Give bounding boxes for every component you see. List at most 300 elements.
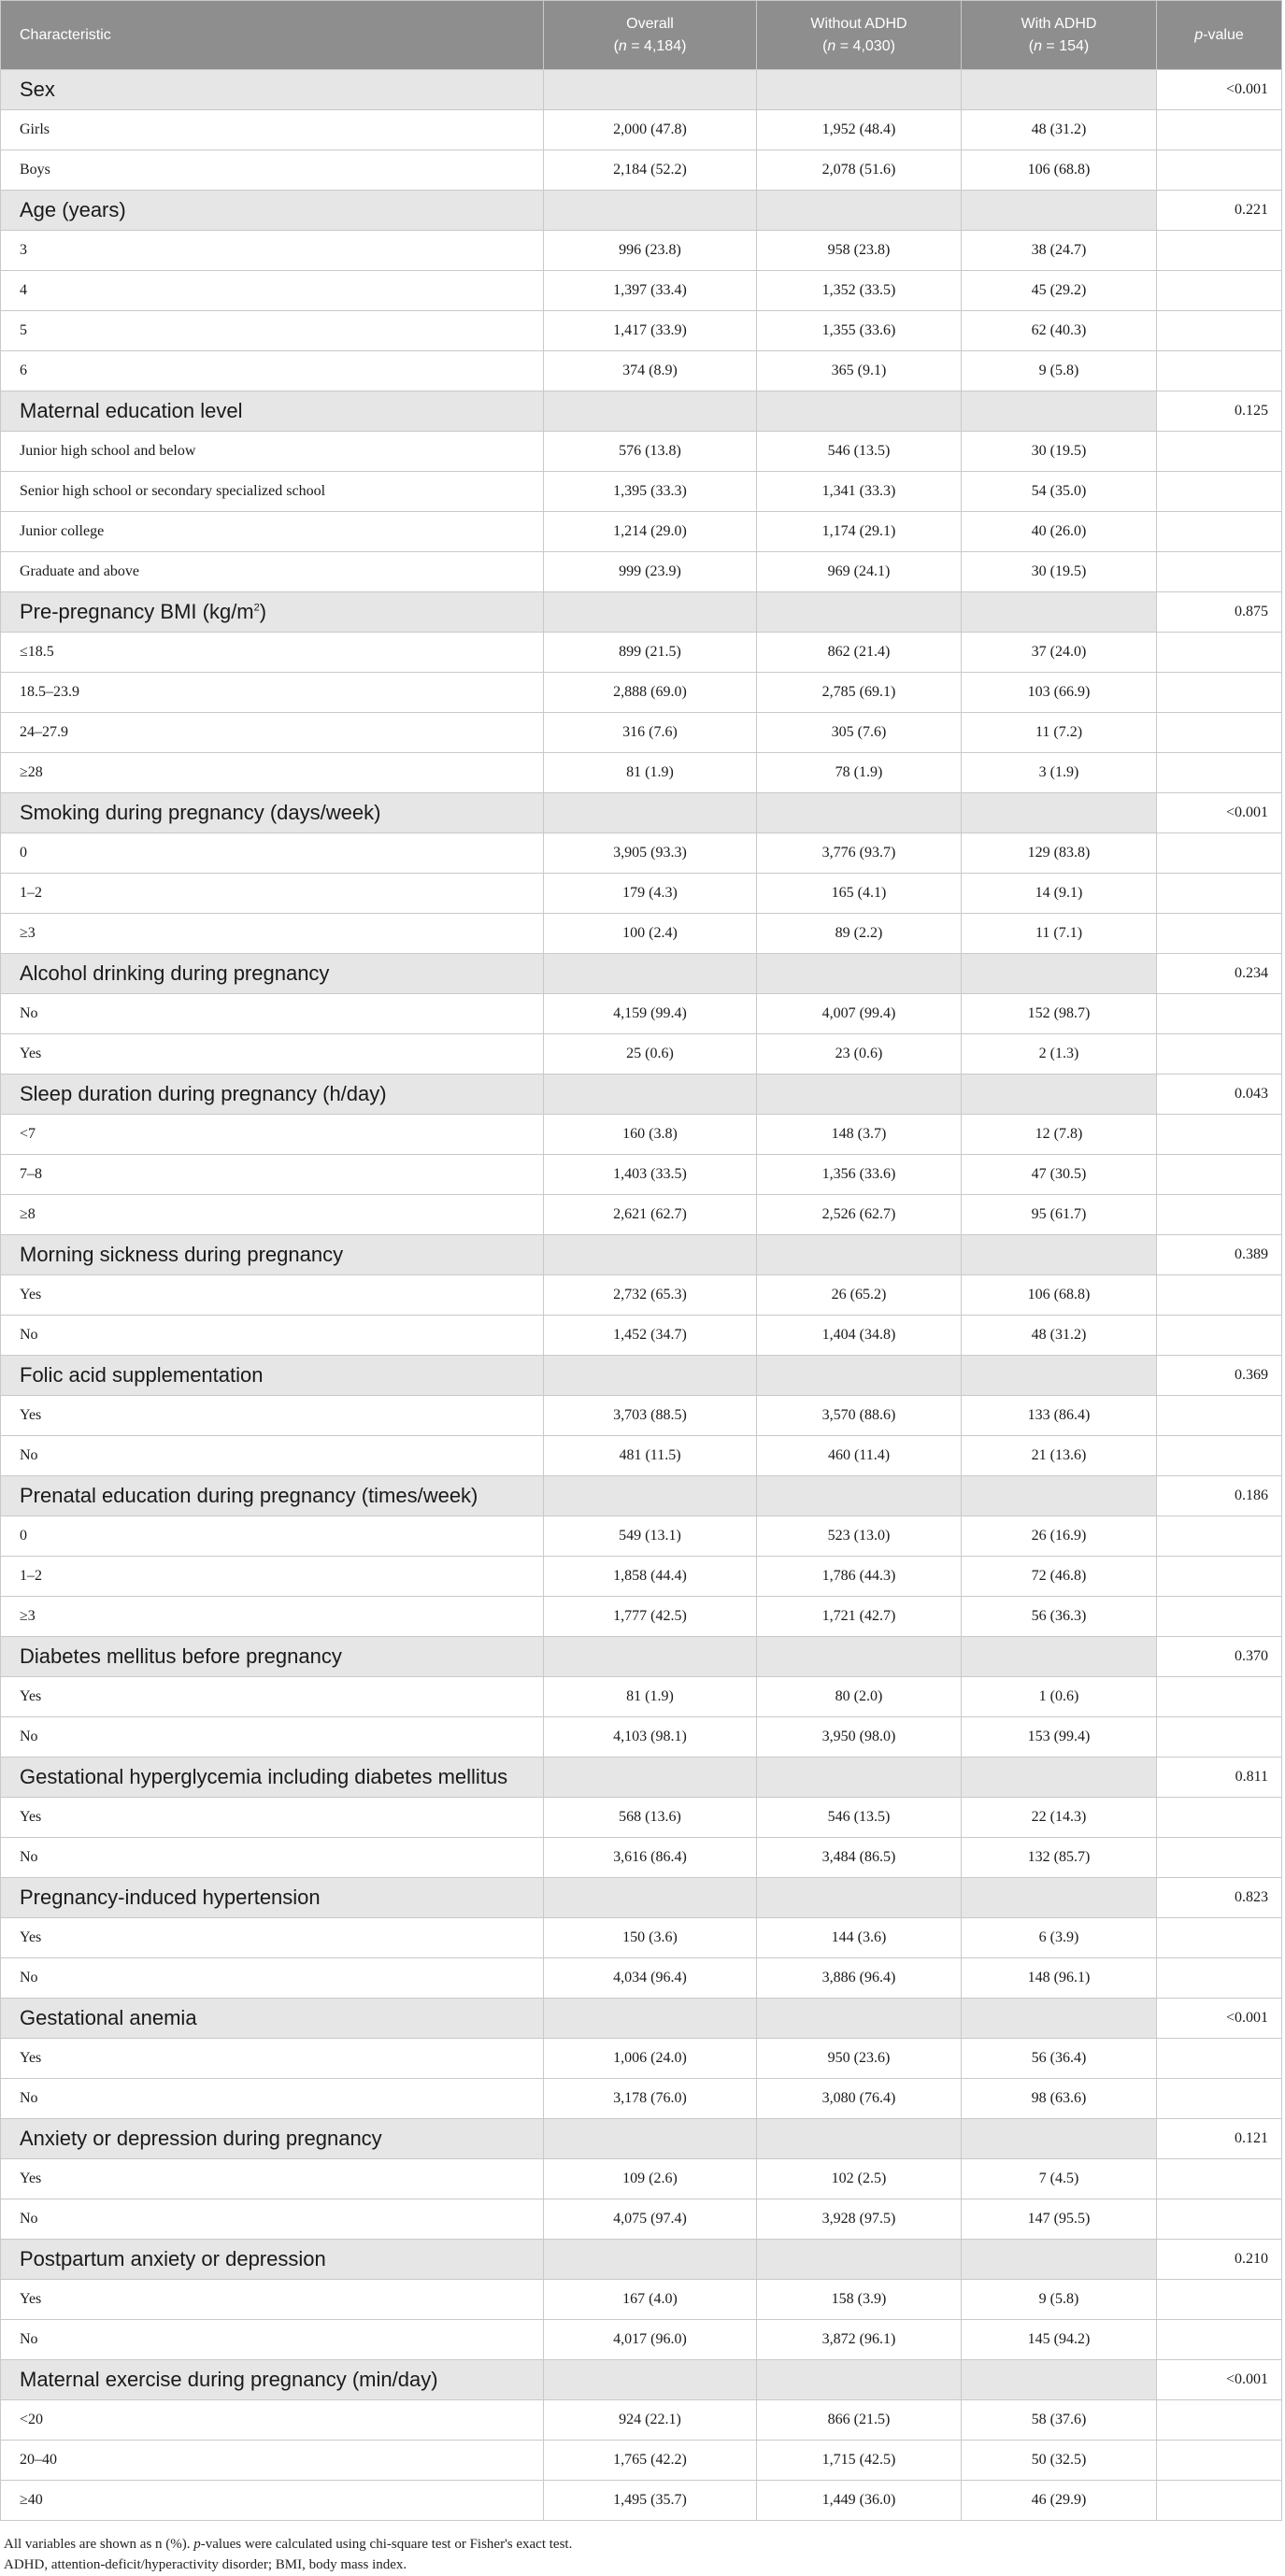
row-label: 0 xyxy=(1,1516,544,1557)
row-label: ≤18.5 xyxy=(1,633,544,673)
p-value: <0.001 xyxy=(1157,793,1282,833)
without-adhd-value: 3,776 (93.7) xyxy=(757,833,962,874)
p-value-empty xyxy=(1157,1316,1282,1356)
overall-value: 996 (23.8) xyxy=(544,231,757,271)
without-adhd-value: 158 (3.9) xyxy=(757,2280,962,2320)
table-row xyxy=(1,914,1282,954)
p-value-empty xyxy=(1157,1838,1282,1878)
group-label-text: Pre-pregnancy BMI (kg/m xyxy=(20,600,254,623)
row-label: No xyxy=(1,1958,544,1999)
row-label: ≥28 xyxy=(1,753,544,793)
overall-value: 568 (13.6) xyxy=(544,1798,757,1838)
group-label xyxy=(1,954,544,994)
p-value-empty xyxy=(1157,271,1282,311)
group-label-text: Pregnancy-induced hypertension xyxy=(20,1886,321,1909)
with-adhd-value: 95 (61.7) xyxy=(962,1195,1157,1235)
overall-value: 81 (1.9) xyxy=(544,1677,757,1717)
with-adhd-value: 30 (19.5) xyxy=(962,552,1157,592)
overall-value: 1,765 (42.2) xyxy=(544,2441,757,2481)
row-label: Senior high school or secondary specialized school xyxy=(1,472,544,512)
row-label: No xyxy=(1,1838,544,1878)
group-label xyxy=(1,592,544,633)
row-label: 20–40 xyxy=(1,2441,544,2481)
with-adhd-value: 133 (86.4) xyxy=(962,1396,1157,1436)
group-empty-cell xyxy=(757,1075,962,1115)
p-value-empty xyxy=(1157,1034,1282,1075)
group-empty-cell xyxy=(962,1476,1157,1516)
group-empty-cell xyxy=(544,1758,757,1798)
p-value-empty xyxy=(1157,2400,1282,2441)
header-eq: = xyxy=(835,37,853,54)
header-overall: Overall (n = 4,184) xyxy=(544,1,757,70)
group-empty-cell xyxy=(757,1758,962,1798)
p-value-empty xyxy=(1157,1597,1282,1637)
without-adhd-value: 148 (3.7) xyxy=(757,1115,962,1155)
p-value: 0.221 xyxy=(1157,191,1282,231)
group-label-text: Maternal exercise during pregnancy (min/day) xyxy=(20,2368,438,2391)
p-value: 0.823 xyxy=(1157,1878,1282,1918)
group-empty-cell xyxy=(962,793,1157,833)
overall-value: 374 (8.9) xyxy=(544,351,757,391)
header-without-title: Without ADHD xyxy=(810,15,907,32)
group-label xyxy=(1,1999,544,2039)
with-adhd-value: 58 (37.6) xyxy=(962,2400,1157,2441)
overall-value: 999 (23.9) xyxy=(544,552,757,592)
table-row xyxy=(1,552,1282,592)
without-adhd-value: 2,785 (69.1) xyxy=(757,673,962,713)
row-label: No xyxy=(1,2320,544,2360)
table-row xyxy=(1,231,1282,271)
table-row xyxy=(1,1838,1282,1878)
row-label: No xyxy=(1,1436,544,1476)
p-value: 0.875 xyxy=(1157,592,1282,633)
group-row-smoke xyxy=(1,793,1282,833)
without-adhd-value: 144 (3.6) xyxy=(757,1918,962,1958)
row-label: 1–2 xyxy=(1,1557,544,1597)
group-row-age xyxy=(1,191,1282,231)
p-value-empty xyxy=(1157,874,1282,914)
p-value-empty xyxy=(1157,2199,1282,2240)
table-row xyxy=(1,1918,1282,1958)
group-row-diabetes xyxy=(1,1637,1282,1677)
table-row xyxy=(1,1115,1282,1155)
p-value-empty xyxy=(1157,2039,1282,2079)
group-label-text: Anxiety or depression during pregnancy xyxy=(20,2127,382,2150)
header-p-value xyxy=(1157,1,1282,70)
group-empty-cell xyxy=(757,592,962,633)
group-empty-cell xyxy=(544,592,757,633)
p-value-empty xyxy=(1157,2159,1282,2199)
group-empty-cell xyxy=(757,1356,962,1396)
with-adhd-value: 1 (0.6) xyxy=(962,1677,1157,1717)
row-label: Boys xyxy=(1,150,544,191)
p-value-empty xyxy=(1157,914,1282,954)
with-adhd-value: 46 (29.9) xyxy=(962,2481,1157,2521)
table-row xyxy=(1,1316,1282,1356)
p-value-empty xyxy=(1157,713,1282,753)
table-row xyxy=(1,1436,1282,1476)
p-value: 0.210 xyxy=(1157,2240,1282,2280)
table-row xyxy=(1,432,1282,472)
without-adhd-value: 3,570 (88.6) xyxy=(757,1396,962,1436)
without-adhd-value: 1,721 (42.7) xyxy=(757,1597,962,1637)
row-label: ≥40 xyxy=(1,2481,544,2521)
p-value: 0.186 xyxy=(1157,1476,1282,1516)
group-label-text: Prenatal education during pregnancy (times/week) xyxy=(20,1484,478,1507)
group-empty-cell xyxy=(544,1637,757,1677)
header-eq: = xyxy=(1041,37,1060,54)
group-empty-cell xyxy=(757,191,962,231)
without-adhd-value: 89 (2.2) xyxy=(757,914,962,954)
table-row xyxy=(1,1597,1282,1637)
with-adhd-value: 132 (85.7) xyxy=(962,1838,1157,1878)
with-adhd-value: 56 (36.4) xyxy=(962,2039,1157,2079)
without-adhd-value: 862 (21.4) xyxy=(757,633,962,673)
table-row xyxy=(1,2079,1282,2119)
without-adhd-value: 1,404 (34.8) xyxy=(757,1316,962,1356)
row-label: Yes xyxy=(1,2159,544,2199)
footnote-line-1 xyxy=(4,2534,572,2555)
group-empty-cell xyxy=(544,1878,757,1918)
table-row xyxy=(1,1034,1282,1075)
overall-value: 1,452 (34.7) xyxy=(544,1316,757,1356)
header-with-n: 154 xyxy=(1059,37,1084,54)
row-label: 6 xyxy=(1,351,544,391)
row-label: 5 xyxy=(1,311,544,351)
group-row-prenatal xyxy=(1,1476,1282,1516)
overall-value: 150 (3.6) xyxy=(544,1918,757,1958)
row-label: 4 xyxy=(1,271,544,311)
group-label xyxy=(1,70,544,110)
table-row xyxy=(1,1155,1282,1195)
header-eq: = xyxy=(626,37,645,54)
p-value-empty xyxy=(1157,2280,1282,2320)
with-adhd-value: 14 (9.1) xyxy=(962,874,1157,914)
table-row xyxy=(1,1275,1282,1316)
header-p-symbol: p xyxy=(1194,26,1204,43)
overall-value: 1,395 (33.3) xyxy=(544,472,757,512)
table-row xyxy=(1,110,1282,150)
row-label: Graduate and above xyxy=(1,552,544,592)
row-label: ≥3 xyxy=(1,1597,544,1637)
with-adhd-value: 6 (3.9) xyxy=(962,1918,1157,1958)
group-label xyxy=(1,793,544,833)
group-label-text: Gestational hyperglycemia including diabetes mellitus xyxy=(20,1765,508,1788)
table-row xyxy=(1,874,1282,914)
group-label xyxy=(1,1235,544,1275)
p-value-empty xyxy=(1157,753,1282,793)
footnote-p-symbol: p xyxy=(193,2537,201,2552)
group-empty-cell xyxy=(757,1235,962,1275)
group-label xyxy=(1,2119,544,2159)
with-adhd-value: 153 (99.4) xyxy=(962,1717,1157,1758)
overall-value: 1,495 (35.7) xyxy=(544,2481,757,2521)
without-adhd-value: 3,484 (86.5) xyxy=(757,1838,962,1878)
without-adhd-value: 1,341 (33.3) xyxy=(757,472,962,512)
overall-value: 899 (21.5) xyxy=(544,633,757,673)
group-empty-cell xyxy=(962,954,1157,994)
group-empty-cell xyxy=(544,2360,757,2400)
with-adhd-value: 11 (7.1) xyxy=(962,914,1157,954)
p-value-empty xyxy=(1157,1918,1282,1958)
group-row-anxiety xyxy=(1,2119,1282,2159)
group-empty-cell xyxy=(962,70,1157,110)
group-label-text: Alcohol drinking during pregnancy xyxy=(20,961,330,985)
table-row xyxy=(1,351,1282,391)
overall-value: 316 (7.6) xyxy=(544,713,757,753)
overall-value: 1,777 (42.5) xyxy=(544,1597,757,1637)
group-row-pih xyxy=(1,1878,1282,1918)
row-label: 1–2 xyxy=(1,874,544,914)
with-adhd-value: 145 (94.2) xyxy=(962,2320,1157,2360)
overall-value: 109 (2.6) xyxy=(544,2159,757,2199)
p-value-empty xyxy=(1157,1557,1282,1597)
group-empty-cell xyxy=(962,1075,1157,1115)
group-row-sex xyxy=(1,70,1282,110)
row-label: <7 xyxy=(1,1115,544,1155)
p-value-empty xyxy=(1157,2481,1282,2521)
p-value: 0.125 xyxy=(1157,391,1282,432)
p-value: <0.001 xyxy=(1157,1999,1282,2039)
group-empty-cell xyxy=(544,1356,757,1396)
with-adhd-value: 62 (40.3) xyxy=(962,311,1157,351)
table-row xyxy=(1,1516,1282,1557)
table-row xyxy=(1,673,1282,713)
overall-value: 2,184 (52.2) xyxy=(544,150,757,191)
group-label xyxy=(1,1476,544,1516)
group-label-text: Sleep duration during pregnancy (h/day) xyxy=(20,1082,387,1105)
header-overall-n: 4,184 xyxy=(644,37,682,54)
table-row xyxy=(1,472,1282,512)
row-label: 24–27.9 xyxy=(1,713,544,753)
table-row xyxy=(1,512,1282,552)
overall-value: 924 (22.1) xyxy=(544,2400,757,2441)
header-with-title: With ADHD xyxy=(1021,15,1097,32)
group-label xyxy=(1,1075,544,1115)
group-empty-cell xyxy=(962,1878,1157,1918)
with-adhd-value: 22 (14.3) xyxy=(962,1798,1157,1838)
row-label: 7–8 xyxy=(1,1155,544,1195)
group-empty-cell xyxy=(962,2119,1157,2159)
row-label: Yes xyxy=(1,1918,544,1958)
p-value-empty xyxy=(1157,1195,1282,1235)
overall-value: 481 (11.5) xyxy=(544,1436,757,1476)
with-adhd-value: 106 (68.8) xyxy=(962,1275,1157,1316)
header-n-symbol: n xyxy=(618,37,627,54)
without-adhd-value: 1,952 (48.4) xyxy=(757,110,962,150)
with-adhd-value: 38 (24.7) xyxy=(962,231,1157,271)
with-adhd-value: 72 (46.8) xyxy=(962,1557,1157,1597)
overall-value: 4,017 (96.0) xyxy=(544,2320,757,2360)
table-row xyxy=(1,994,1282,1034)
group-empty-cell xyxy=(544,954,757,994)
row-label: ≥8 xyxy=(1,1195,544,1235)
group-label-text: Postpartum anxiety or depression xyxy=(20,2247,326,2270)
p-value-empty xyxy=(1157,1677,1282,1717)
overall-value: 81 (1.9) xyxy=(544,753,757,793)
row-label: No xyxy=(1,1316,544,1356)
with-adhd-value: 106 (68.8) xyxy=(962,150,1157,191)
overall-value: 576 (13.8) xyxy=(544,432,757,472)
table-footnote xyxy=(4,2534,572,2575)
table-row xyxy=(1,713,1282,753)
group-empty-cell xyxy=(757,2119,962,2159)
without-adhd-value: 546 (13.5) xyxy=(757,432,962,472)
p-value-empty xyxy=(1157,512,1282,552)
row-label: <20 xyxy=(1,2400,544,2441)
overall-value: 1,397 (33.4) xyxy=(544,271,757,311)
without-adhd-value: 3,080 (76.4) xyxy=(757,2079,962,2119)
overall-value: 3,703 (88.5) xyxy=(544,1396,757,1436)
with-adhd-value: 147 (95.5) xyxy=(962,2199,1157,2240)
group-empty-cell xyxy=(544,2119,757,2159)
row-label: Yes xyxy=(1,1034,544,1075)
group-empty-cell xyxy=(962,391,1157,432)
group-empty-cell xyxy=(544,2240,757,2280)
without-adhd-value: 546 (13.5) xyxy=(757,1798,962,1838)
with-adhd-value: 12 (7.8) xyxy=(962,1115,1157,1155)
overall-value: 1,403 (33.5) xyxy=(544,1155,757,1195)
with-adhd-value: 40 (26.0) xyxy=(962,512,1157,552)
overall-value: 2,888 (69.0) xyxy=(544,673,757,713)
without-adhd-value: 305 (7.6) xyxy=(757,713,962,753)
group-empty-cell xyxy=(962,1999,1157,2039)
group-label xyxy=(1,1878,544,1918)
group-row-edu xyxy=(1,391,1282,432)
without-adhd-value: 950 (23.6) xyxy=(757,2039,962,2079)
table-row xyxy=(1,2159,1282,2199)
group-empty-cell xyxy=(962,191,1157,231)
row-label: Junior college xyxy=(1,512,544,552)
group-empty-cell xyxy=(757,954,962,994)
table-row xyxy=(1,2441,1282,2481)
group-empty-cell xyxy=(962,1637,1157,1677)
overall-value: 2,621 (62.7) xyxy=(544,1195,757,1235)
group-empty-cell xyxy=(757,2240,962,2280)
without-adhd-value: 1,449 (36.0) xyxy=(757,2481,962,2521)
overall-value: 25 (0.6) xyxy=(544,1034,757,1075)
p-value-empty xyxy=(1157,1436,1282,1476)
group-empty-cell xyxy=(962,1235,1157,1275)
row-label: Yes xyxy=(1,1396,544,1436)
overall-value: 179 (4.3) xyxy=(544,874,757,914)
p-value-empty xyxy=(1157,1155,1282,1195)
group-empty-cell xyxy=(544,1476,757,1516)
table-row xyxy=(1,2320,1282,2360)
without-adhd-value: 26 (65.2) xyxy=(757,1275,962,1316)
group-label-text: Smoking during pregnancy (days/week) xyxy=(20,801,381,824)
group-row-bmi xyxy=(1,592,1282,633)
table-row xyxy=(1,1798,1282,1838)
without-adhd-value: 165 (4.1) xyxy=(757,874,962,914)
overall-value: 4,075 (97.4) xyxy=(544,2199,757,2240)
group-empty-cell xyxy=(757,1878,962,1918)
row-label: 3 xyxy=(1,231,544,271)
p-value: 0.043 xyxy=(1157,1075,1282,1115)
row-label: No xyxy=(1,994,544,1034)
group-empty-cell xyxy=(544,191,757,231)
group-label-text: Maternal education level xyxy=(20,399,243,422)
group-label-text: Diabetes mellitus before pregnancy xyxy=(20,1644,342,1668)
without-adhd-value: 78 (1.9) xyxy=(757,753,962,793)
p-value: <0.001 xyxy=(1157,70,1282,110)
row-label: 18.5–23.9 xyxy=(1,673,544,713)
group-empty-cell xyxy=(544,1075,757,1115)
row-label: Yes xyxy=(1,2039,544,2079)
overall-value: 3,178 (76.0) xyxy=(544,2079,757,2119)
table-row xyxy=(1,1557,1282,1597)
p-value-empty xyxy=(1157,311,1282,351)
without-adhd-value: 1,352 (33.5) xyxy=(757,271,962,311)
with-adhd-value: 129 (83.8) xyxy=(962,833,1157,874)
table-row xyxy=(1,1195,1282,1235)
overall-value: 100 (2.4) xyxy=(544,914,757,954)
with-adhd-value: 50 (32.5) xyxy=(962,2441,1157,2481)
p-value: 0.370 xyxy=(1157,1637,1282,1677)
p-value: 0.121 xyxy=(1157,2119,1282,2159)
without-adhd-value: 23 (0.6) xyxy=(757,1034,962,1075)
p-value: 0.389 xyxy=(1157,1235,1282,1275)
with-adhd-value: 2 (1.3) xyxy=(962,1034,1157,1075)
group-empty-cell xyxy=(962,2240,1157,2280)
with-adhd-value: 45 (29.2) xyxy=(962,271,1157,311)
header-p-suffix: -value xyxy=(1203,26,1244,43)
header-overall-title: Overall xyxy=(626,15,674,32)
group-label xyxy=(1,2360,544,2400)
row-label: No xyxy=(1,2079,544,2119)
group-row-anemia xyxy=(1,1999,1282,2039)
p-value-empty xyxy=(1157,1516,1282,1557)
group-empty-cell xyxy=(544,70,757,110)
overall-value: 3,616 (86.4) xyxy=(544,1838,757,1878)
group-row-alcohol xyxy=(1,954,1282,994)
overall-value: 2,000 (47.8) xyxy=(544,110,757,150)
group-row-sleep xyxy=(1,1075,1282,1115)
with-adhd-value: 26 (16.9) xyxy=(962,1516,1157,1557)
p-value: 0.234 xyxy=(1157,954,1282,994)
table-row xyxy=(1,1717,1282,1758)
group-label-text: Age (years) xyxy=(20,198,126,221)
group-row-folic xyxy=(1,1356,1282,1396)
group-empty-cell xyxy=(544,793,757,833)
table-row xyxy=(1,1677,1282,1717)
without-adhd-value: 2,526 (62.7) xyxy=(757,1195,962,1235)
p-value-empty xyxy=(1157,110,1282,150)
without-adhd-value: 102 (2.5) xyxy=(757,2159,962,2199)
p-value-empty xyxy=(1157,994,1282,1034)
group-label xyxy=(1,391,544,432)
without-adhd-value: 958 (23.8) xyxy=(757,231,962,271)
with-adhd-value: 48 (31.2) xyxy=(962,1316,1157,1356)
overall-value: 167 (4.0) xyxy=(544,2280,757,2320)
overall-value: 1,417 (33.9) xyxy=(544,311,757,351)
with-adhd-value: 3 (1.9) xyxy=(962,753,1157,793)
overall-value: 1,214 (29.0) xyxy=(544,512,757,552)
p-value-empty xyxy=(1157,150,1282,191)
overall-value: 1,006 (24.0) xyxy=(544,2039,757,2079)
table-row xyxy=(1,1396,1282,1436)
without-adhd-value: 1,356 (33.6) xyxy=(757,1155,962,1195)
with-adhd-value: 47 (30.5) xyxy=(962,1155,1157,1195)
group-label-text: Morning sickness during pregnancy xyxy=(20,1243,344,1266)
row-label: ≥3 xyxy=(1,914,544,954)
p-value-empty xyxy=(1157,673,1282,713)
group-empty-cell xyxy=(757,70,962,110)
with-adhd-value: 7 (4.5) xyxy=(962,2159,1157,2199)
group-label xyxy=(1,2240,544,2280)
table-row xyxy=(1,753,1282,793)
row-label: No xyxy=(1,2199,544,2240)
